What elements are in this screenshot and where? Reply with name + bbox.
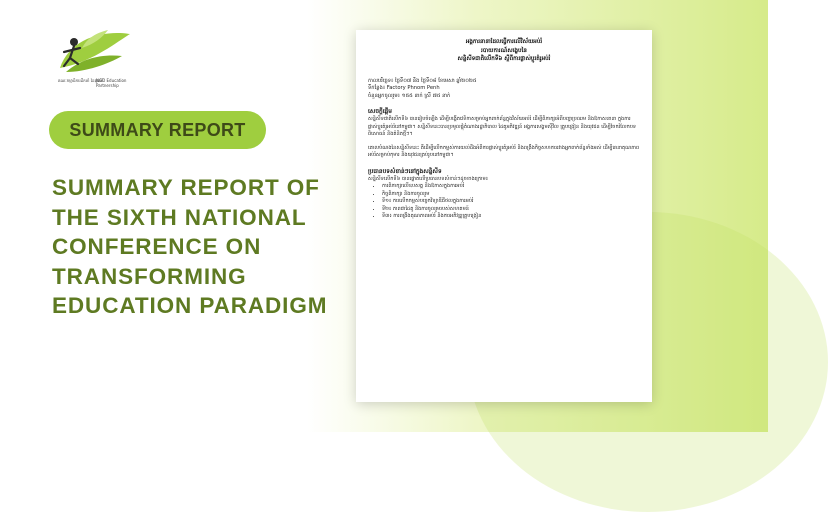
document-heading-line: អង្គការនានាដែលធ្វើការលើវិស័យអប់រំ [465, 39, 543, 45]
title-line: SUMMARY REPORT OF [52, 175, 320, 200]
list-item: • កិច្ចពិភាក្សា និងការចូលរួម [382, 191, 640, 199]
logo-leaf-icon [52, 28, 132, 78]
document-heading [368, 38, 640, 64]
title-line: EDUCATION PARADIGM [52, 293, 328, 318]
document-page [356, 30, 652, 402]
meta-participants: ចំនួនអ្នកចូលរួម៖ ១៥៥ នាក់ ស្រី ៧៥ នាក់ [368, 92, 451, 99]
list-item: • ទី១៖ ការលើកកម្ពស់បច្ចេកវិទ្យាឌីជីថលក្នុងការអប់រំ [382, 198, 640, 206]
badge-label: SUMMARY REPORT [69, 119, 246, 140]
title-line: TRANSFORMING [52, 263, 247, 289]
list-item: • ទី៣៖ ការពង្រឹងគុណភាពអប់រំ និងការអភិវឌ្ឍគ្រូបង្រៀន [382, 213, 640, 221]
document-heading-line: សន្និសីទជាតិលើកទី៦ ស្តីពីការផ្លាស់ប្តូរគំរូអប់រំ [457, 56, 551, 62]
intro-section-title: សេចក្តីផ្តើម [368, 109, 392, 116]
title-line: CONFERENCE ON [52, 234, 262, 259]
summary-report-badge [49, 111, 266, 149]
logo-khmer-text: គណៈកម្មាធិការដឹកនាំ ដៃគូអប់រំ [58, 78, 104, 83]
topics-list [368, 183, 640, 221]
intro-paragraph: សន្និសីទជាតិលើកទី៦ បានរៀបចំឡើង ដើម្បីបង្កើតវេទិកាសម្រាប់អ្នកពាក់ព័ន្ធក្នុងវិស័យអប់រំ ដើម្បីពិភាក្សាអំពីបញ្ហាប្រឈម និងឱកាសនានា ក្នុងការផ្លាស់ប្តូរគំរូអប់រំនៅកម្ពុជា។ សន្និសីទនេះបានប្រមូលផ្តុំតំណាងរដ្ឋាភិបាល ដៃគូអភិវឌ្ឍន៍ អង្គការសង្គមស៊ីវិល គ្រូបង្រៀន និងយុវជន ដើម្បីចែករំលែកបទពិសោធន៍ និងគំនិតថ្មីៗ។ [368, 116, 637, 138]
logo [52, 28, 132, 98]
logo-english-text: NGO Education Partnership [96, 78, 127, 88]
report-title [52, 173, 352, 321]
document-heading-line: របាយការណ៍សង្ខេបនៃ [481, 47, 527, 54]
meta-venue: ទីកន្លែង៖ Factory Phnom Penh [368, 85, 440, 92]
document-meta [368, 78, 640, 101]
list-item: • ទី២៖ ភាពជាដៃគូ និងការចូលរួមរបស់សហគមន៍ [382, 206, 640, 214]
title-line: THE SIXTH NATIONAL [52, 204, 307, 230]
intro-paragraph: គោលបំណងនៃសន្និសីទនេះ គឺដើម្បីលើកកម្ពស់ការយល់ដឹងអំពីការផ្លាស់ប្តូរគំរូអប់រំ និងពង្រឹងកិច្ចសហការរវាងអ្នកពាក់ព័ន្ធទាំងអស់ ដើម្បីធានាគុណភាពអប់រំសម្រាប់កុមារ និងយុវជនគ្រប់រូបនៅកម្ពុជា។ [368, 144, 640, 159]
topics-intro: សន្និសីទលើកទី៦ បានផ្តោតលើប្រធានបទសំខាន់ៗដូចខាងក្រោម៖ [368, 175, 488, 182]
topics-section-title: ប្រធានបទសំខាន់ៗនៅក្នុងសន្និសីទ [368, 168, 442, 175]
meta-date: កាលបរិច្ឆេទ៖ ថ្ងៃទី០៧ និង ថ្ងៃទី០៨ ខែមេសា ឆ្នាំ២០២៥ [368, 77, 477, 84]
list-item: • ការពិភាក្សាលើឧបសគ្គ និងឱកាសក្នុងការអប់រំ [382, 183, 640, 191]
